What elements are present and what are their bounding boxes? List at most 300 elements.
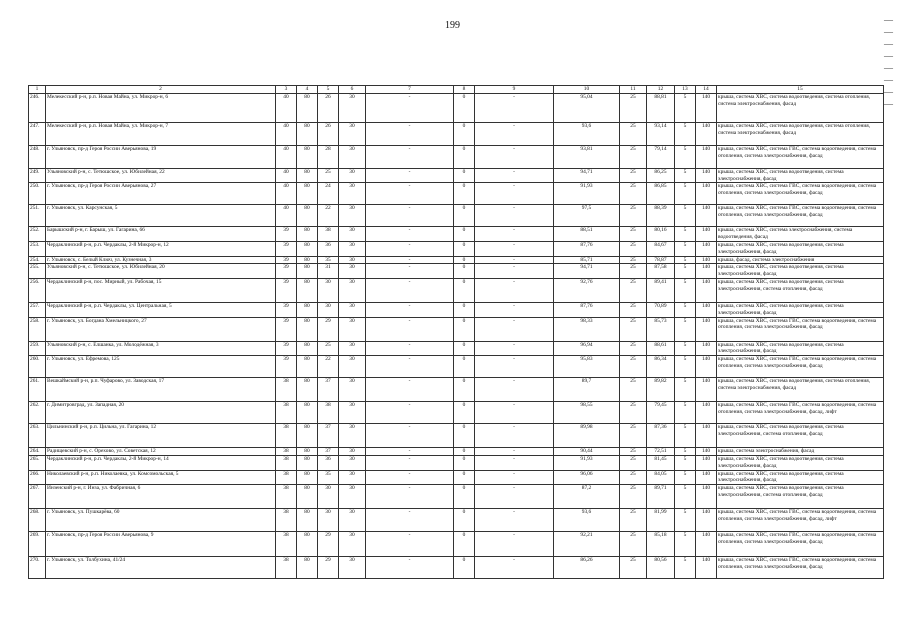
table-cell: - — [475, 278, 554, 302]
table-cell: 96,06 — [554, 470, 620, 485]
table-cell: 30 — [318, 302, 339, 317]
column-number-cell: 3 — [276, 86, 297, 94]
table-cell: 25 — [620, 145, 647, 168]
table-cell: 40 — [276, 205, 297, 227]
table-cell: 89,7 — [554, 378, 620, 402]
table-cell: 30 — [339, 145, 366, 168]
table-cell: 25 — [620, 509, 647, 532]
table-cell: крыша, система ХВС, система водоотведения, система электроснабжения, фасад — [717, 470, 884, 485]
table-cell: 80,16 — [647, 227, 675, 242]
table-row — [29, 205, 884, 227]
table-cell: крыша, система ХВС, система водоотведения, система электроснабжения, система отопления, фасад — [717, 424, 884, 448]
table-cell: 266. — [29, 470, 46, 485]
table-cell: 25 — [620, 205, 647, 227]
table-row — [29, 557, 884, 579]
table-cell: 25 — [620, 455, 647, 470]
table-cell: 37 — [318, 448, 339, 456]
table-cell: 140 — [696, 145, 717, 168]
table-cell: 25 — [620, 470, 647, 485]
table-cell: Мелекесский р-н, р.п. Новая Майна, ул. Микрор-н, 7 — [46, 122, 276, 145]
table-row — [29, 168, 884, 183]
table-cell: 140 — [696, 341, 717, 356]
table-row — [29, 378, 884, 402]
table-cell: 257. — [29, 302, 46, 317]
table-row — [29, 455, 884, 470]
table-row — [29, 256, 884, 264]
table-row — [29, 93, 884, 122]
table-cell: 0 — [454, 378, 475, 402]
table-cell: 88,39 — [647, 205, 675, 227]
table-cell: - — [475, 241, 554, 256]
table-cell: 5 — [675, 241, 696, 256]
table-cell: г. Ульяновск, ул. Толбухина, 41/24 — [46, 557, 276, 579]
table-cell: 89,98 — [554, 424, 620, 448]
table-cell: 0 — [454, 470, 475, 485]
table-cell: 30 — [339, 278, 366, 302]
table-cell: Чердаклинский р-н, р.п. Чердаклы, 2-й Микрор-н, 14 — [46, 455, 276, 470]
table-cell: - — [366, 402, 454, 424]
table-cell: 26 — [318, 122, 339, 145]
table-cell: 0 — [454, 341, 475, 356]
table-cell: 38 — [318, 402, 339, 424]
table-cell: 25 — [620, 424, 647, 448]
table-cell: 85,71 — [554, 256, 620, 264]
table-cell: 88,51 — [554, 227, 620, 242]
table-cell: 25 — [620, 317, 647, 341]
table-cell: 140 — [696, 256, 717, 264]
table-cell: 86,26 — [554, 557, 620, 579]
edge-mark: — — [884, 27, 893, 37]
table-cell: 249. — [29, 168, 46, 183]
table-cell: 0 — [454, 532, 475, 557]
table-cell: Ульяновский р-н, с. Елшанка, ул. Молодёжная, 3 — [46, 341, 276, 356]
table-cell: 269. — [29, 532, 46, 557]
table-cell: 140 — [696, 278, 717, 302]
table-cell: 25 — [620, 93, 647, 122]
table-cell: - — [366, 264, 454, 279]
edge-mark: — — [884, 51, 893, 61]
table-cell: - — [366, 145, 454, 168]
table-cell: - — [475, 485, 554, 509]
table-cell: 5 — [675, 402, 696, 424]
table-cell: крыша, система ХВС, система ГВС, система водоотведения, система отопления, система электроснабжения, фасад — [717, 356, 884, 378]
table-cell: 85,73 — [647, 317, 675, 341]
table-cell: 5 — [675, 278, 696, 302]
table-cell: - — [366, 532, 454, 557]
table-cell: 24 — [318, 183, 339, 205]
table-cell: 80 — [297, 183, 318, 205]
table-cell: 0 — [454, 145, 475, 168]
table-cell: крыша, фасад, система электроснабжения — [717, 256, 884, 264]
table-row — [29, 485, 884, 509]
table-cell: крыша, система ХВС, система водоотведения, система электроснабжения, фасад — [717, 241, 884, 256]
table-cell: 0 — [454, 168, 475, 183]
table-cell: 25 — [620, 278, 647, 302]
table-cell: 80 — [297, 356, 318, 378]
table-cell: крыша, система ХВС, система ГВС, система водоотведения, система отопления, система электроснабжения, фасад — [717, 557, 884, 579]
table-cell: 95,04 — [554, 93, 620, 122]
table-cell: 80 — [297, 168, 318, 183]
table-cell: 5 — [675, 341, 696, 356]
table-cell: 25 — [620, 485, 647, 509]
table-cell: 31 — [318, 264, 339, 279]
table-cell: 30 — [339, 264, 366, 279]
table-cell: 84,05 — [647, 470, 675, 485]
table-cell: 0 — [454, 122, 475, 145]
table-cell: 0 — [454, 448, 475, 456]
table-cell: 30 — [339, 378, 366, 402]
table-cell: 25 — [620, 356, 647, 378]
table-cell: 35 — [318, 470, 339, 485]
table-cell: 97,5 — [554, 205, 620, 227]
table-cell: 0 — [454, 402, 475, 424]
table-cell: г. Ульяновск, пр-д Героя России Аверьянова, 9 — [46, 532, 276, 557]
table-cell: 80 — [297, 278, 318, 302]
table-cell: 30 — [339, 402, 366, 424]
table-cell: 5 — [675, 509, 696, 532]
table-cell: - — [366, 378, 454, 402]
table-cell: 0 — [454, 356, 475, 378]
table-cell: 0 — [454, 227, 475, 242]
table-row — [29, 448, 884, 456]
table-cell: 90,44 — [554, 448, 620, 456]
table-cell: 89,82 — [647, 378, 675, 402]
table-cell: 25 — [620, 122, 647, 145]
table-cell: 5 — [675, 485, 696, 509]
edge-mark: — — [884, 39, 893, 49]
table-cell: - — [475, 227, 554, 242]
table-cell: 98,55 — [554, 402, 620, 424]
table-cell: 86,34 — [647, 356, 675, 378]
table-cell: 30 — [339, 470, 366, 485]
table-cell: 30 — [318, 485, 339, 509]
table-cell: - — [475, 122, 554, 145]
table-cell: 30 — [339, 241, 366, 256]
table-cell: - — [475, 205, 554, 227]
table-cell: 39 — [276, 241, 297, 256]
table-cell: крыша, система ХВС, система ГВС, система водоотведения, система отопления, система электроснабжения, фасад, лифт — [717, 402, 884, 424]
table-cell: 80 — [297, 264, 318, 279]
table-cell: 30 — [339, 93, 366, 122]
table-cell: 38 — [276, 402, 297, 424]
table-cell: 30 — [339, 424, 366, 448]
table-cell: 29 — [318, 317, 339, 341]
table-cell: г. Ульяновск, ул. Пушкарёва, 60 — [46, 509, 276, 532]
table-cell: 255. — [29, 264, 46, 279]
column-number-cell: 2 — [46, 86, 276, 94]
table-cell: 251. — [29, 205, 46, 227]
table-cell: - — [475, 256, 554, 264]
table-row — [29, 278, 884, 302]
table-cell: 0 — [454, 93, 475, 122]
table-cell: 78,87 — [647, 256, 675, 264]
column-number-cell: 1 — [29, 86, 46, 94]
table-cell: 80 — [297, 402, 318, 424]
table-cell: крыша, система ХВС, система электроснабжения, система водоотведения, фасад — [717, 227, 884, 242]
table-cell: 260. — [29, 356, 46, 378]
table-cell: Вешкаймский р-н, р.п. Чуфарово, ул. Заводская, 17 — [46, 378, 276, 402]
table-cell: крыша, система ХВС, система водоотведения, система электроснабжения, фасад — [717, 264, 884, 279]
table-cell: 26 — [318, 93, 339, 122]
table-cell: 0 — [454, 455, 475, 470]
table-cell: - — [366, 509, 454, 532]
table-cell: 89,71 — [647, 485, 675, 509]
table-cell: - — [475, 341, 554, 356]
table-cell: 5 — [675, 205, 696, 227]
table-cell: 93,81 — [554, 145, 620, 168]
table-cell: Чердаклинский р-н, р.п. Чердаклы, ул. Центральная, 5 — [46, 302, 276, 317]
table-cell: г. Димитровград, ул. Западная, 20 — [46, 402, 276, 424]
table-cell: крыша, система ХВС, система ГВС, система водоотведения, система отопления, система электроснабжения, фасад — [717, 532, 884, 557]
table-cell: - — [366, 205, 454, 227]
table-cell: 253. — [29, 241, 46, 256]
table-cell: 140 — [696, 470, 717, 485]
table-cell: 265. — [29, 455, 46, 470]
column-number-cell: 6 — [339, 86, 366, 94]
housing-repair-table — [28, 85, 884, 579]
table-cell: 140 — [696, 183, 717, 205]
table-cell: 30 — [339, 485, 366, 509]
table-cell: 80 — [297, 317, 318, 341]
table-cell: 140 — [696, 317, 717, 341]
table-cell: 0 — [454, 241, 475, 256]
table-cell: крыша, система ХВС, система водоотведения, система электроснабжения, фасад — [717, 168, 884, 183]
table-cell: 36 — [318, 241, 339, 256]
edge-mark: — — [884, 15, 893, 25]
edge-mark: — — [884, 63, 893, 73]
table-cell: г. Ульяновск, ул. Богдана Хмельницкого, 27 — [46, 317, 276, 341]
table-cell: - — [475, 183, 554, 205]
table-cell: Ульяновский р-н, с. Тетюшское, ул. Юбилейная, 22 — [46, 168, 276, 183]
table-cell: крыша, система ХВС, система водоотведения, система электроснабжения, фасад — [717, 455, 884, 470]
table-cell: - — [475, 378, 554, 402]
table-cell: 40 — [276, 122, 297, 145]
table-cell: 5 — [675, 356, 696, 378]
table-cell: крыша, система ХВС, система ГВС, система водоотведения, система отопления, система электроснабжения, фасад, лифт — [717, 509, 884, 532]
table-cell: 80 — [297, 227, 318, 242]
table-cell: 5 — [675, 470, 696, 485]
table-cell: 88,61 — [647, 341, 675, 356]
table-cell: - — [366, 278, 454, 302]
table-cell: г. Ульяновск, с. Белый Ключ, ул. Кузнечная, 3 — [46, 256, 276, 264]
table-cell: - — [366, 455, 454, 470]
table-cell: 250. — [29, 183, 46, 205]
table-cell: 30 — [339, 532, 366, 557]
table-cell: 25 — [318, 341, 339, 356]
table-cell: 262. — [29, 402, 46, 424]
table-cell: 30 — [339, 302, 366, 317]
table-cell: 140 — [696, 241, 717, 256]
table-cell: 81,45 — [647, 455, 675, 470]
table-cell: 36 — [318, 455, 339, 470]
table-cell: 25 — [620, 256, 647, 264]
table-row — [29, 341, 884, 356]
table-cell: 39 — [276, 256, 297, 264]
table-cell: 268. — [29, 509, 46, 532]
edge-mark: — — [884, 99, 893, 109]
table-cell: крыша, система ХВС, система водоотведения, система электроснабжения, фасад — [717, 341, 884, 356]
table-cell: 0 — [454, 264, 475, 279]
table-cell: 80 — [297, 205, 318, 227]
table-cell: 5 — [675, 227, 696, 242]
table-cell: 30 — [339, 557, 366, 579]
table-cell: 98,33 — [554, 317, 620, 341]
table-cell: 25 — [620, 378, 647, 402]
table-cell: 39 — [276, 356, 297, 378]
table-cell: 252. — [29, 227, 46, 242]
table-cell: крыша, система ХВС, система водоотведения, система отопления, система электроснабжения, фасад — [717, 122, 884, 145]
table-row — [29, 470, 884, 485]
table-row — [29, 317, 884, 341]
table-cell: 25 — [620, 183, 647, 205]
table-cell: 256. — [29, 278, 46, 302]
table-cell: 38 — [276, 470, 297, 485]
table-cell: 25 — [620, 557, 647, 579]
table-cell: 30 — [318, 509, 339, 532]
table-cell: - — [475, 557, 554, 579]
table-cell: 87,76 — [554, 302, 620, 317]
table-cell: 79,14 — [647, 145, 675, 168]
table-cell: 5 — [675, 168, 696, 183]
table-cell: 5 — [675, 122, 696, 145]
table-cell: 5 — [675, 317, 696, 341]
column-number-cell: 8 — [454, 86, 475, 94]
table-row — [29, 302, 884, 317]
table-cell: 0 — [454, 424, 475, 448]
table-cell: - — [366, 557, 454, 579]
table-cell: - — [366, 256, 454, 264]
table-cell: 25 — [318, 168, 339, 183]
table-row — [29, 509, 884, 532]
table-row — [29, 264, 884, 279]
table-cell: 38 — [276, 532, 297, 557]
table-cell: г. Ульяновск, ул. Ефремова, 125 — [46, 356, 276, 378]
table-row — [29, 183, 884, 205]
table-cell: - — [366, 241, 454, 256]
table-row — [29, 241, 884, 256]
table-cell: 258. — [29, 317, 46, 341]
table-cell: 80 — [297, 302, 318, 317]
table-cell: 30 — [318, 278, 339, 302]
table-cell: 87,76 — [554, 241, 620, 256]
table-cell: 87,58 — [647, 264, 675, 279]
column-number-cell: 4 — [297, 86, 318, 94]
table-cell: - — [366, 424, 454, 448]
table-cell: 140 — [696, 485, 717, 509]
edge-mark: — — [884, 87, 893, 97]
table-cell: 89,41 — [647, 278, 675, 302]
table-cell: - — [475, 532, 554, 557]
table-cell: 86,85 — [647, 183, 675, 205]
table-cell: 38 — [276, 378, 297, 402]
table-cell: - — [366, 227, 454, 242]
table-cell: 81,99 — [647, 509, 675, 532]
table-cell: 92,76 — [554, 278, 620, 302]
table-cell: 40 — [276, 168, 297, 183]
table-cell: 0 — [454, 317, 475, 341]
table-cell: 140 — [696, 448, 717, 456]
table-cell: 39 — [276, 341, 297, 356]
table-cell: 30 — [339, 168, 366, 183]
table-cell: 80 — [297, 470, 318, 485]
table-cell: Чердаклинский р-н, пос. Мирный, ул. Рабочая, 15 — [46, 278, 276, 302]
table-cell: 80 — [297, 241, 318, 256]
table-cell: - — [475, 509, 554, 532]
column-number-cell: 12 — [647, 86, 675, 94]
table-cell: 85,18 — [647, 532, 675, 557]
table-cell: 80 — [297, 122, 318, 145]
table-cell: 140 — [696, 205, 717, 227]
table-cell: 30 — [339, 509, 366, 532]
table-cell: - — [366, 485, 454, 509]
table-cell: - — [475, 455, 554, 470]
table-cell: - — [366, 317, 454, 341]
table-cell: 246. — [29, 93, 46, 122]
table-cell: - — [475, 93, 554, 122]
table-cell: - — [475, 317, 554, 341]
table-cell: крыша, система ХВС, система водоотведения, система электроснабжения, система отопления, фасад — [717, 485, 884, 509]
table-cell: Цильнинский р-н, р.п. Цильна, ул. Гагарина, 12 — [46, 424, 276, 448]
table-cell: 80 — [297, 424, 318, 448]
table-cell: 25 — [620, 448, 647, 456]
table-cell: 37 — [318, 424, 339, 448]
table-cell: 38 — [318, 227, 339, 242]
table-cell: 5 — [675, 378, 696, 402]
table-cell: 140 — [696, 168, 717, 183]
table-cell: - — [366, 93, 454, 122]
table-cell: 140 — [696, 402, 717, 424]
table-cell: - — [475, 402, 554, 424]
table-cell: 93,6 — [554, 509, 620, 532]
table-cell: 29 — [318, 532, 339, 557]
table-cell: 5 — [675, 455, 696, 470]
table-cell: крыша, система электроснабжения, фасад — [717, 448, 884, 456]
table-cell: 30 — [339, 317, 366, 341]
table-cell: - — [366, 448, 454, 456]
table-cell: 140 — [696, 93, 717, 122]
table-cell: 38 — [276, 424, 297, 448]
table-cell: 94,71 — [554, 168, 620, 183]
table-cell: 30 — [339, 227, 366, 242]
table-cell: 30 — [339, 183, 366, 205]
table-cell: 30 — [339, 122, 366, 145]
table-cell: - — [366, 302, 454, 317]
table-cell: Чердаклинский р-н, р.п. Чердаклы, 2-й Микрор-н, 12 — [46, 241, 276, 256]
table-cell: 39 — [276, 227, 297, 242]
table-cell: 267. — [29, 485, 46, 509]
table-cell: 5 — [675, 183, 696, 205]
table-cell: 25 — [620, 341, 647, 356]
table-cell: 80 — [297, 256, 318, 264]
table-cell: 0 — [454, 509, 475, 532]
table-cell: - — [366, 122, 454, 145]
table-cell: 70,89 — [647, 302, 675, 317]
table-cell: 0 — [454, 256, 475, 264]
table-cell: 25 — [620, 227, 647, 242]
table-cell: 80 — [297, 378, 318, 402]
table-cell: 39 — [276, 278, 297, 302]
table-cell: 30 — [339, 356, 366, 378]
table-cell: 38 — [276, 557, 297, 579]
table-cell: г. Ульяновск, пр-д Героя России Аверьянова, 27 — [46, 183, 276, 205]
column-number-cell: 11 — [620, 86, 647, 94]
table-cell: 140 — [696, 424, 717, 448]
table-cell: 5 — [675, 448, 696, 456]
table-cell: - — [366, 356, 454, 378]
table-cell: - — [366, 341, 454, 356]
table-cell: г. Ульяновск, пр-д Героя России Аверьянова, 19 — [46, 145, 276, 168]
table-cell: 38 — [276, 485, 297, 509]
